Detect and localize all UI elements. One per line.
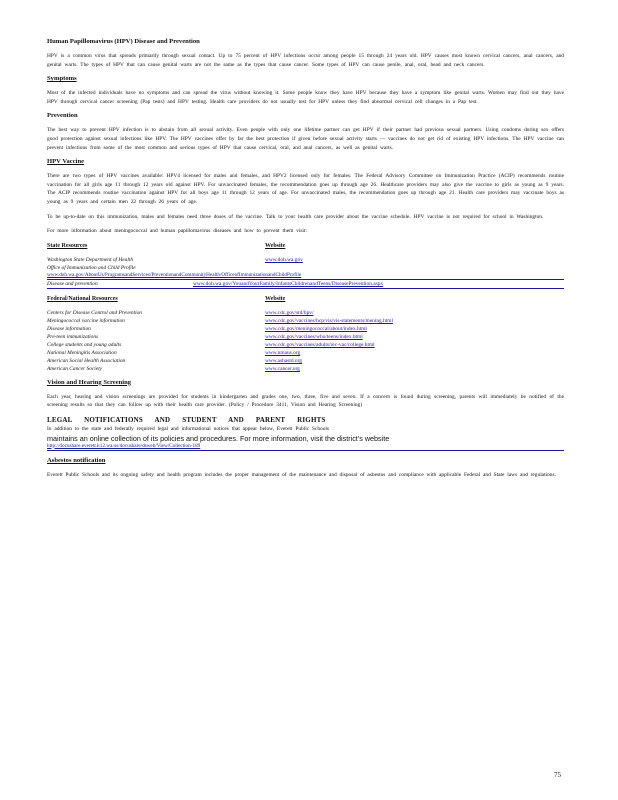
table-row (47, 365, 564, 373)
federal-website-col: Website (265, 295, 286, 302)
resource-name: Disease and prevention (47, 280, 98, 287)
page-number: 75 (554, 771, 561, 779)
vaccine-text-2: To be up-to-date on this immunization, males and females need three doses of the vaccine. Talk to your health care provider about the vaccine schedule. HPV vaccine is not required for school in Washington. (47, 213, 544, 220)
table-row (47, 317, 564, 325)
table-row (47, 256, 564, 264)
hpv-intro: HPV is a common virus that spreads primarily through sexual contact. Up to 75 percent of HPV infections occur among people 15 through 24 years old. HPV causes most known cervical cancers, anal cancers, and genital warts. The types of HPV that can cause genital warts are not the same as the types that cause cancer. Some types of HPV can cause penile, anal, oral, head and neck cancers. (47, 53, 564, 68)
table-row (47, 357, 564, 365)
resource-link[interactable]: www.doh.wa.gov/YouandYourFamily/InfantsChildrenandTeens/DiseasePrevention.aspx (193, 280, 384, 287)
asbestos-heading: Asbestos notification (47, 456, 106, 464)
docushare-link[interactable]: http://docushare.everett.k12.wa.us/docushare/dsweb/View/Collection-189 (47, 443, 564, 451)
resource-name: Office of Immunization and Child Profile (47, 264, 136, 271)
resource-link[interactable]: www.nmaus.org (265, 349, 301, 356)
state-table-header (47, 242, 564, 250)
resource-link[interactable]: www.cdc.gov/vaccines/adults/rec-vac/college.html (265, 341, 375, 348)
resource-name: Disease information (47, 325, 91, 332)
vision-text: Each year, hearing and vision screenings are provided for students in kindergarten and grades one, two, three, five and seven. If a concern is found during screening, parents will immediately be notified of the screening results so that they can follow up with their health care provider. (Policy / Procedure 3411, Vision and Hearing Screening) (47, 393, 564, 409)
table-row (47, 264, 564, 272)
resource-link[interactable]: www.doh.wa.gov (265, 256, 303, 263)
hpv-title: Human Papillomavirus (HPV) Disease and Prevention (47, 38, 200, 45)
federal-resources-col: Federal/National Resources (47, 295, 118, 302)
prevention-text: The best way to prevent HPV infection is to abstain from all sexual activity. Even people with only one lifetime partner can get HPV if their partner had previous sexual partners. Using condoms during sex offers good protection against sexual infections like HPV. The HPV vaccines offer by far the best protection if given before sexual activity starts — vaccines do not get rid of existing HPV infections. The HPV vaccine can prevent infections from some of the most common and serious types of HPV that cause cervical, oral, and anal cancers, as well as genital warts. (47, 127, 564, 151)
resource-name: National Meningitis Association (47, 349, 117, 356)
federal-table-header (47, 295, 564, 303)
resource-name: American Cancer Society (47, 365, 103, 372)
symptoms-text: Most of the infected individuals have no symptoms and can spread the virus without knowing it. Some people know they have HPV because they have a symptom like genital warts. Women may find out they have HPV through cervical cancer screening (Pap tests) and HPV testing. Health care providers do not usually test for HPV unless they find abnormal cervical cell changes in a Pap test. (47, 90, 564, 105)
resource-link[interactable]: www.cdc.gov/meningococcal/about/index.html (265, 325, 367, 332)
table-row (47, 333, 564, 341)
resource-name: College students and young adults (47, 341, 122, 348)
legal-lead-text: maintains an online collection of its policies and procedures. For more information, visit the district’s website (47, 433, 390, 443)
legal-heading: LEGAL NOTIFICATIONS AND STUDENT AND PARENT RIGHTS (47, 415, 326, 424)
table-row (47, 325, 564, 333)
resource-name: American Social Health Association (47, 357, 126, 364)
more-info-text: For more information about meningococcal and human papillomavirus diseases and how to prevent them visit: (47, 228, 307, 235)
symptoms-heading: Symptoms (47, 75, 77, 83)
document-page (47, 38, 564, 479)
state-website-col: Website (265, 242, 286, 249)
prevention-heading: Prevention (47, 112, 78, 120)
resource-link (265, 264, 564, 272)
federal-resources-table (47, 295, 564, 373)
resource-link[interactable]: www.ashastd.org (265, 357, 302, 364)
table-row (47, 280, 564, 289)
state-resources-table (47, 242, 564, 289)
asbestos-text: Everett Public Schools and its ongoing safety and health program includes the proper management of the maintenance and disposal of asbestos and compliance with applicable Federal and State laws and regulations. (47, 471, 556, 478)
resource-link[interactable]: www.cdc.gov/vaccines/hcp/vis/vis-statements/mening.html (265, 317, 393, 324)
table-row (47, 341, 564, 349)
resource-link[interactable]: www.cancer.org (265, 365, 300, 372)
vision-heading: Vision and Hearing Screening (47, 378, 132, 386)
resource-link[interactable]: www.cdc.gov/std/hpv/ (265, 309, 314, 316)
state-resources-col: State Resources (47, 242, 88, 249)
table-row (47, 309, 564, 317)
vaccine-heading: HPV Vaccine (47, 158, 85, 166)
resource-name: Meningococcal vaccine information (47, 317, 125, 324)
immunization-program-link[interactable]: www.doh.wa.gov/AboutUs/ProgramsandServices/PreventionandCommunityHealth/OfficeofImmunizationandChildProfile (47, 272, 564, 280)
legal-text: In addition to the state and federally required legal and informational notices that appear below, Everett Public Schools (47, 425, 330, 432)
vaccine-text: There are two types of HPV vaccines available: HPV4 licensed for males and females, and HPV2 licensed only for females. The Federal Advisory Committee on Immunization Practice (ACIP) recommends routine vaccination for all girls age 11 through 12 years old against HPV. For unvaccinated females, the recommendation goes up through age 26. Healthcare providers may also give the vaccine to girls as young as 9 years. The ACIP recommends routine vaccination against HPV for all boys age 11 through 12 years of age. For unvaccinated males, the recommendation goes up through age 21. Health care providers may vaccinate boys as young as 9 years and certain men 22 through 26 years of age. (47, 173, 564, 205)
resource-name: Washington State Department of Health (47, 256, 134, 263)
resource-name: Centers for Disease Control and Prevention (47, 309, 142, 316)
resource-link[interactable]: www.cdc.gov/vaccines/who/teens/index.html (265, 333, 363, 340)
resource-name: Pre-teen immunizations (47, 333, 99, 340)
table-row (47, 349, 564, 357)
